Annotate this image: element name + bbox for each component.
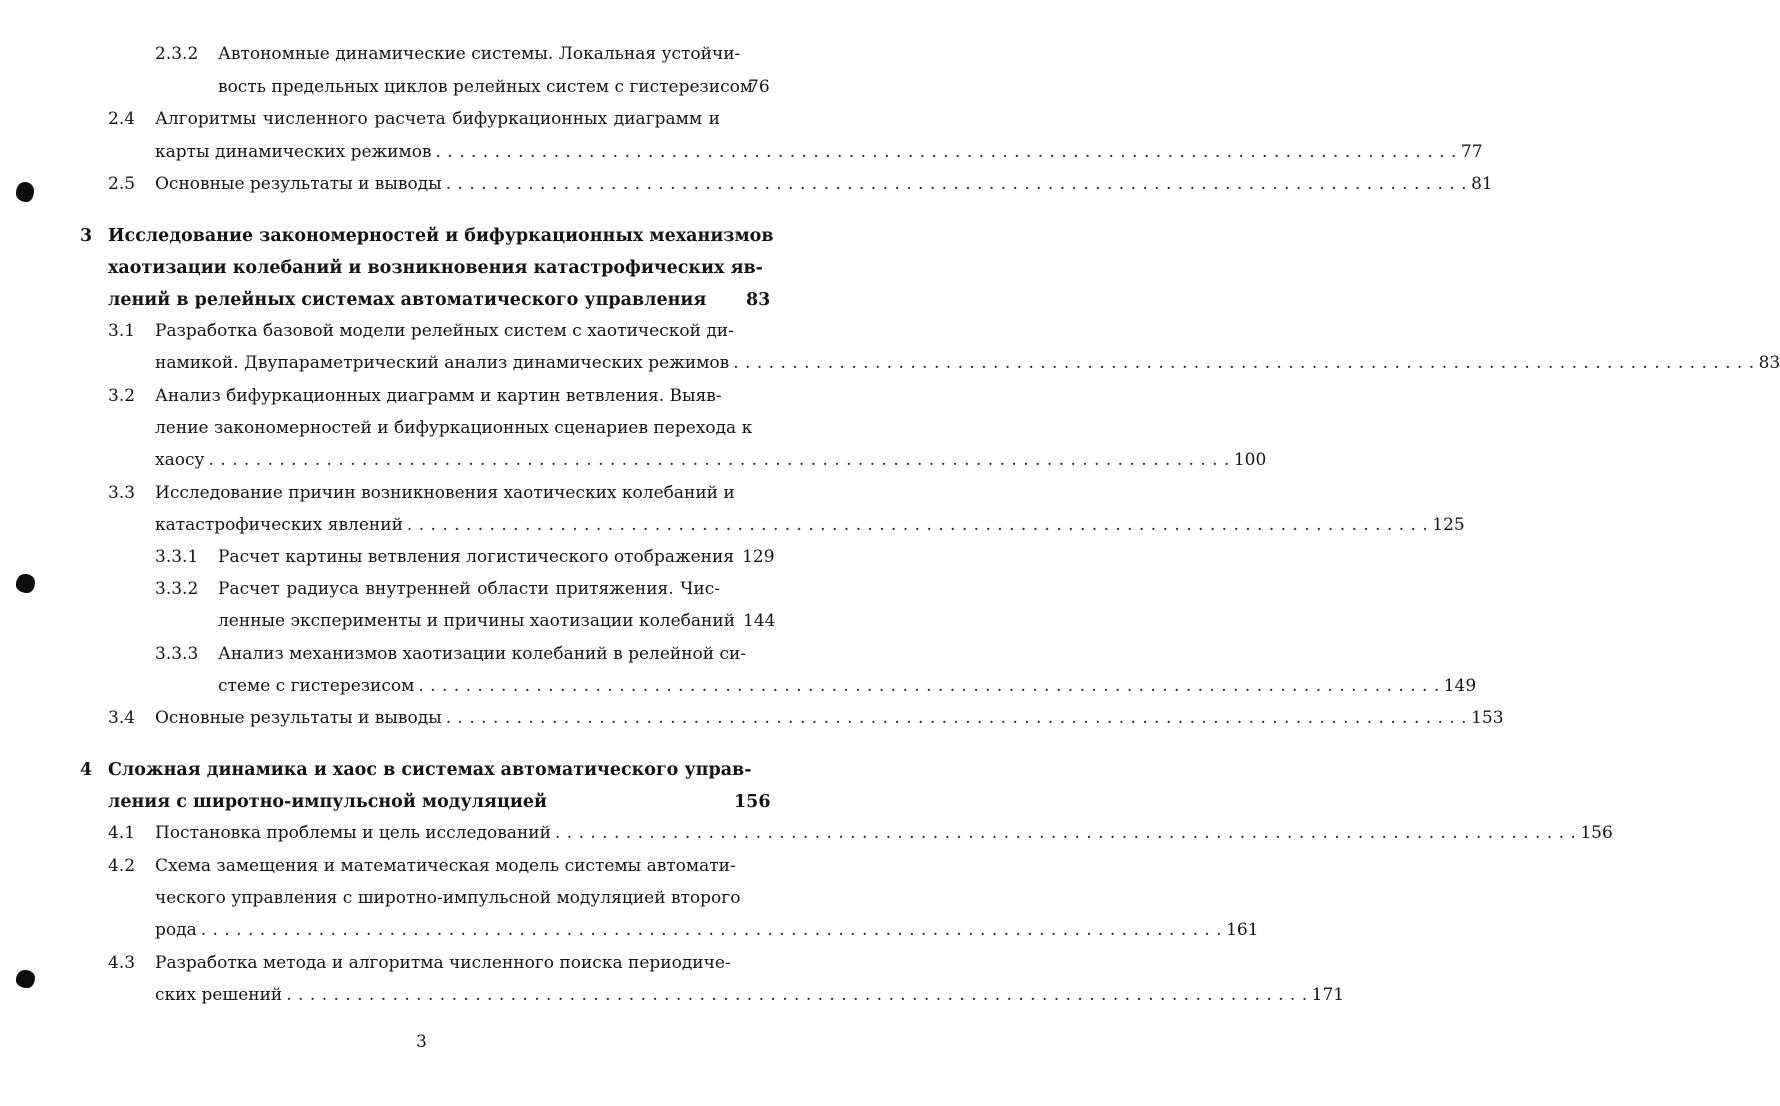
chapter-title-line: Сложная динамика и хаос в системах автоматического управ- [108,760,752,780]
entry-title-line: стеме с гистерезисом [218,676,415,696]
entry-number: 3.3.1 [155,547,199,567]
dot-leader: . . . . . . . . . . . . . . . . . . . . . . . . . . . . . . . . . . . . . . . . . . . . . . . . . . . . . . . . . . . . . . . . . . . . . . . . . . . . . . . . . . . . . . . [286,985,1308,1005]
chapter-title-line: лений в релейных системах автоматического управления [108,290,707,310]
entry-title-line: хаосу [155,450,205,470]
entry-title-line: Схема замещения и математическая модель системы автомати- [155,856,736,876]
entry-number: 3.3 [108,483,136,503]
dot-leader: . . . . . . . . . . . . . . . . . . . . . . . . . . . . . . . . . . . . . . . . . . . . . . . . . . . . . . . . . . . . . . . . . . . . . . . . . . . . . . . . . . . . . . . [200,920,1223,940]
entry-title-line: Автономные динамические системы. Локальная устойчи- [218,44,741,64]
entry-page-number: 161 [1226,920,1259,940]
entry-last-line [155,353,1780,373]
dot-leader: . . . . . . . . . . . . . . . . . . . . . . . . . . . . . . . . . . . . . . . . . . . . . . . . . . . . . . . . . . . . . . . . . . . . . . . . . . . . . . . . . . . . . . . [406,515,1429,535]
entry-page-number: 149 [1443,676,1477,696]
scan-hole-mark [16,182,34,202]
entry-title-line: карты динамических режимов [155,142,432,162]
entry-page-number: 129 [742,547,775,567]
chapter-page-number: 156 [734,792,771,812]
entry-title-line: ление закономерностей и бифуркационных сценариев перехода к [155,418,753,438]
entry-title-line: ских решений [155,985,283,1005]
entry-title-line: Разработка метода и алгоритма численного поиска периодиче- [155,953,731,973]
entry-title-line: Постановка проблемы и цель исследований [155,823,551,843]
entry-last-line [155,708,1504,728]
entry-title-line: Анализ бифуркационных диаграмм и картин ветвления. Выяв- [155,386,722,406]
entry-last-line [155,174,1493,194]
entry-title-line: Основные результаты и выводы [155,174,442,194]
entry-title-line: Основные результаты и выводы [155,708,442,728]
entry-page-number: 156 [1580,823,1613,843]
entry-page-number: 76 [748,77,770,97]
entry-number: 4.3 [108,953,136,973]
entry-title-line: Расчет картины ветвления логистического отображения [218,547,735,567]
entry-number: 3.2 [108,386,136,406]
entry-last-line [155,515,1465,535]
entry-title-line: ленные эксперименты и причины хаотизации колебаний [218,611,736,631]
dot-leader: . . . . . . . . . . . . . . . . . . . . . . . . . . . . . . . . . . . . . . . . . . . . . . . . . . . . . . . . . . . . . . . . . . . . . . . . . . . . . . . . . . . . . . . [554,823,1577,843]
entry-page-number: 144 [743,611,776,631]
entry-title-line: Алгоритмы численного расчета бифуркационных диаграмм и [155,109,720,129]
entry-page-number: 100 [1233,450,1267,470]
chapter-title-line: хаотизации колебаний и возникновения катастрофических яв- [108,258,763,278]
chapter-title-line: Исследование закономерностей и бифуркационных механизмов [108,226,774,246]
scan-hole-mark [16,574,35,593]
entry-number: 2.3.2 [155,44,199,64]
entry-last-line [218,676,1477,696]
entry-page-number: 125 [1432,515,1465,535]
dot-leader: . . . . . . . . . . . . . . . . . . . . . . . . . . . . . . . . . . . . . . . . . . . . . . . . . . . . . . . . . . . . . . . . . . . . . . . . . . . . . . . . . . . . . . . [733,353,1755,373]
entry-title-line: ческого управления с широтно-импульсной модуляцией второго [155,888,741,908]
entry-number: 2.4 [108,109,136,129]
entry-number: 3.1 [108,321,136,341]
entry-last-line [155,985,1345,1005]
entry-number: 3.4 [108,708,136,728]
entry-number: 4.2 [108,856,136,876]
entry-title-line: Разработка базовой модели релейных систем с хаотической ди- [155,321,734,341]
entry-title-line: вость предельных циклов релейных систем с гистерезисом [218,77,754,97]
chapter-title-line: ления с широтно-импульсной модуляцией [108,792,547,812]
entry-last-line [218,547,775,567]
entry-title-line: намикой. Двупараметрический анализ динамических режимов [155,353,730,373]
scan-hole-mark [16,970,35,988]
entry-last-line [218,611,776,631]
entry-number: 4.1 [108,823,136,843]
entry-number: 2.5 [108,174,136,194]
entry-number: 3.3.3 [155,644,199,664]
entry-last-line [155,823,1613,843]
entry-last-line [155,920,1259,940]
entry-title-line: рода [155,920,197,940]
dot-leader: . . . . . . . . . . . . . . . . . . . . . . . . . . . . . . . . . . . . . . . . . . . . . . . . . . . . . . . . . . . . . . . . . . . . . . . . . . . . . . . . . . . . . . . [435,142,1457,162]
entry-last-line [155,142,1483,162]
entry-page-number: 77 [1460,142,1483,162]
entry-title-line: катастрофических явлений [155,515,403,535]
dot-leader: . . . . . . . . . . . . . . . . . . . . . . . . . . . . . . . . . . . . . . . . . . . . . . . . . . . . . . . . . . . . . . . . . . . . . . . . . . . . . . . . . . . . . . . [418,676,1440,696]
entry-page-number: 171 [1311,985,1345,1005]
entry-page-number: 81 [1471,174,1493,194]
chapter-number: 4 [80,760,93,780]
dot-leader: . . . . . . . . . . . . . . . . . . . . . . . . . . . . . . . . . . . . . . . . . . . . . . . . . . . . . . . . . . . . . . . . . . . . . . . . . . . . . . . . . . . . . . . [208,450,1230,470]
dot-leader: . . . . . . . . . . . . . . . . . . . . . . . . . . . . . . . . . . . . . . . . . . . . . . . . . . . . . . . . . . . . . . . . . . . . . . . . . . . . . . . . . . . . . . . [445,708,1468,728]
entry-title-line: Исследование причин возникновения хаотических колебаний и [155,483,735,503]
entry-title-line: Анализ механизмов хаотизации колебаний в релейной си- [218,644,747,664]
chapter-page-number: 83 [746,290,771,310]
entry-page-number: 83 [1758,353,1780,373]
chapter-number: 3 [80,226,93,246]
entry-title-line: Расчет радиуса внутренней области притяжения. Чис- [218,579,720,599]
page-number: 3 [416,1032,427,1052]
entry-last-line [155,450,1267,470]
entry-page-number: 153 [1471,708,1504,728]
entry-number: 3.3.2 [155,579,199,599]
dot-leader: . . . . . . . . . . . . . . . . . . . . . . . . . . . . . . . . . . . . . . . . . . . . . . . . . . . . . . . . . . . . . . . . . . . . . . . . . . . . . . . . . . . . . . . [445,174,1468,194]
